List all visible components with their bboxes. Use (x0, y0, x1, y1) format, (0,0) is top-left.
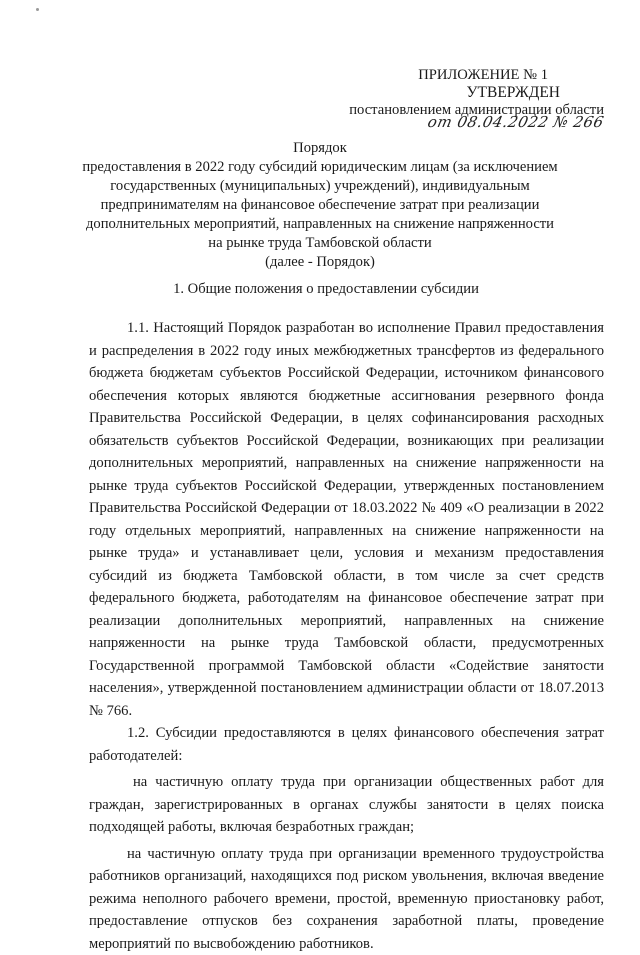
title-line: дополнительных мероприятий, направленных на снижение напряженности (0, 215, 640, 233)
title-line: на рынке труда Тамбовской области (0, 234, 640, 252)
paragraph-1-1: 1.1. Настоящий Порядок разработан во исполнение Правил предоставления и распределения в 2022 году иных межбюджетных трансфертов из федерального бюджета бюджетам субъектов Российской Федерации, источником финансового обеспечения которых являются бюджетные ассигнования резервного фонда Правительства Российской Федерации, в целях софинансирования расходных обязательств субъектов Российской Федерации, возникающих при реализации дополнительных мероприятий, направленных на снижение напряженности на рынке труда субъектов Российской Федерации, утвержденных постановлением Правительства Российской Федерации от 18.03.2022 № 409 «О реализации в 2022 году отдельных мероприятий, направленных на снижение напряженности на рынке труда» и устанавливает цели, условия и механизм предоставления субсидий из бюджета Тамбовской области, в том числе за счет средств федерального бюджета, работодателям на финансовое обеспечение затрат при реализации дополнительных мероприятий, направленных на снижение напряженности на рынке труда Тамбовской области, предусмотренных Государственной программой Тамбовской области «Содействие занятости населения», утвержденной постановлением администрации области от 18.07.2013 № 766. (89, 317, 604, 722)
section-heading: 1. Общие положения о предоставлении субсидии (6, 280, 640, 298)
title-note: (далее - Порядок) (0, 253, 640, 271)
appendix-label: ПРИЛОЖЕНИЕ № 1 (418, 66, 548, 84)
approved-label: УТВЕРЖДЕН (467, 84, 560, 102)
list-item: на частичную оплату труда при организации временного трудоустройства работников организаций, находящихся под риском увольнения, включая введение режима неполного рабочего времени, простой, временную приостановку работ, предоставление отпусков без сохранения заработной платы, проведение мероприятий по высвобождению работников. (89, 843, 604, 955)
list-item: на частичную оплату труда при организации общественных работ для граждан, зарегистрированных в органах службы занятости в целях поиска подходящей работы, включая безработных граждан; (89, 771, 604, 839)
title-line: государственных (муниципальных) учреждений), индивидуальным (0, 177, 640, 195)
title-line: предпринимателям на финансовое обеспечение затрат при реализации (0, 196, 640, 214)
approval-resolution: постановлением администрации области (349, 101, 604, 119)
handwritten-date-number: от 08.04.2022 № 266 (426, 113, 606, 131)
scan-mark (36, 8, 39, 11)
paragraph-1-2: 1.2. Субсидии предоставляются в целях финансового обеспечения затрат работодателей: (89, 722, 604, 767)
document-body (89, 317, 604, 955)
title-line: предоставления в 2022 году субсидий юридическим лицам (за исключением (0, 158, 640, 176)
document-title: Порядок (0, 139, 640, 157)
